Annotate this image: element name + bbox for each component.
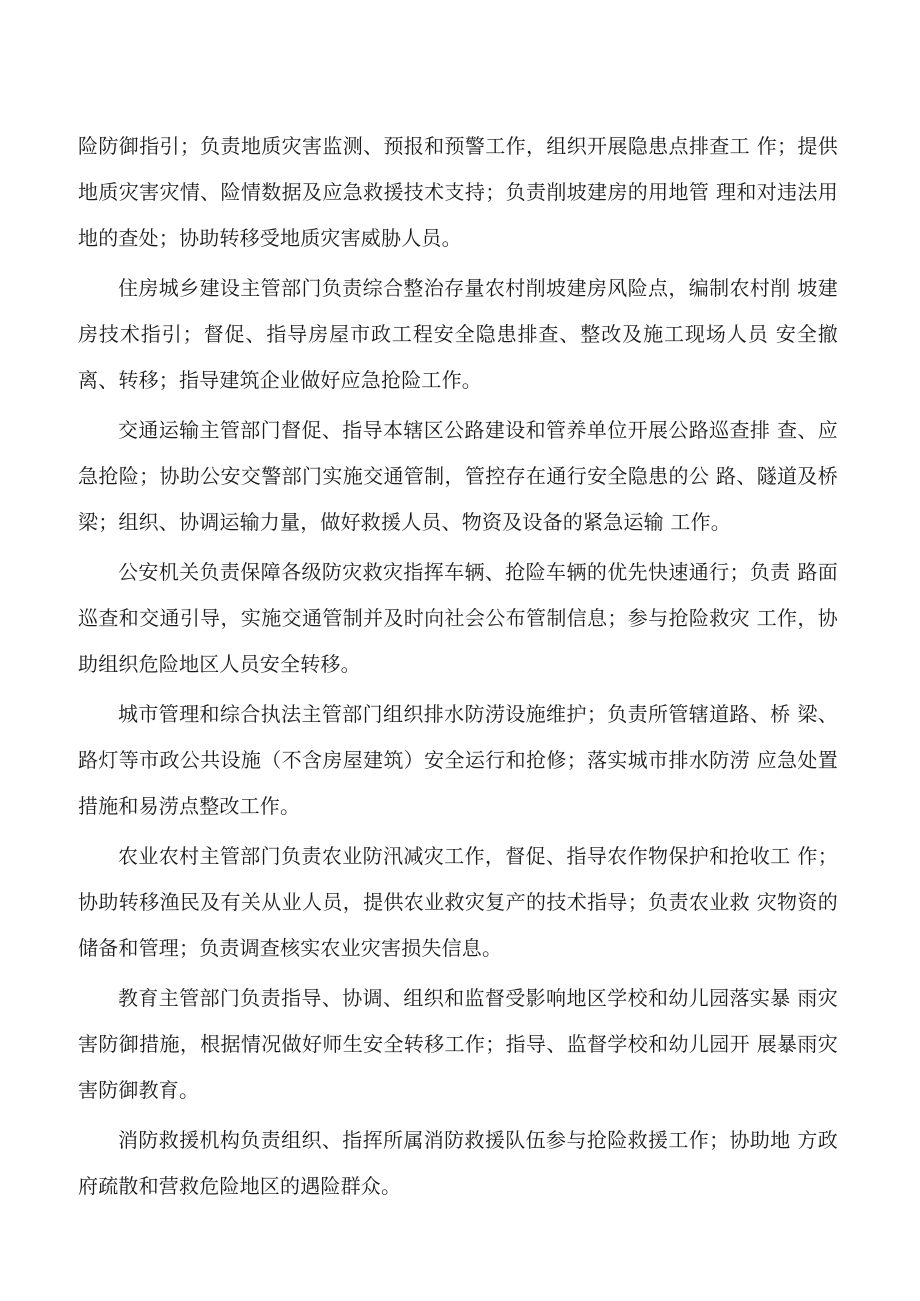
paragraph-education: 教育主管部门负责指导、协调、组织和监督受影响地区学校和幼儿园落实暴 雨灾害防御措施，根据情况做好师生安全转移工作；指导、监督学校和幼儿园开 展暴雨灾害防御教育。 bbox=[78, 986, 838, 1102]
paragraph-agriculture: 农业农村主管部门负责农业防汛减灾工作，督促、指导农作物保护和抢收工 作；协助转移渔民及有关从业人员，提供农业救灾复产的技术指导；负责农业救 灾物资的储备和管理；负责调查核实农业灾害损失信息。 bbox=[78, 844, 838, 960]
paragraph-transportation: 交通运输主管部门督促、指导本辖区公路建设和管养单位开展公路巡查排 查、应急抢险；协助公安交警部门实施交通管制，管控存在通行安全隐患的公 路、隧道及桥梁；组织、协调运输力量，做好救援人员、物资及设备的紧急运输 工作。 bbox=[78, 418, 838, 534]
paragraph-geology-continued: 险防御指引；负责地质灾害监测、预报和预警工作，组织开展隐患点排查工 作；提供地质灾害灾情、险情数据及应急救援技术支持；负责削坡建房的用地管 理和对违法用地的查处；协助转移受地质灾害威胁人员。 bbox=[78, 134, 838, 250]
paragraph-housing-construction: 住房城乡建设主管部门负责综合整治存量农村削坡建房风险点，编制农村削 坡建房技术指引；督促、指导房屋市政工程安全隐患排查、整改及施工现场人员 安全撤离、转移；指导建筑企业做好应急抢险工作。 bbox=[78, 276, 838, 392]
paragraph-urban-management: 城市管理和综合执法主管部门组织排水防涝设施维护；负责所管辖道路、桥 梁、路灯等市政公共设施（不含房屋建筑）安全运行和抢修；落实城市排水防涝 应急处置措施和易涝点整改工作。 bbox=[78, 702, 838, 818]
document-body bbox=[78, 123, 838, 1213]
paragraph-public-security: 公安机关负责保障各级防灾救灾指挥车辆、抢险车辆的优先快速通行；负责 路面巡查和交通引导，实施交通管制并及时向社会公布管制信息；参与抢险救灾 工作，协助组织危险地区人员安全转移。 bbox=[78, 560, 838, 676]
paragraph-fire-rescue: 消防救援机构负责组织、指挥所属消防救援队伍参与抢险救援工作；协助地 方政府疏散和营救危险地区的遇险群众。 bbox=[78, 1128, 838, 1198]
